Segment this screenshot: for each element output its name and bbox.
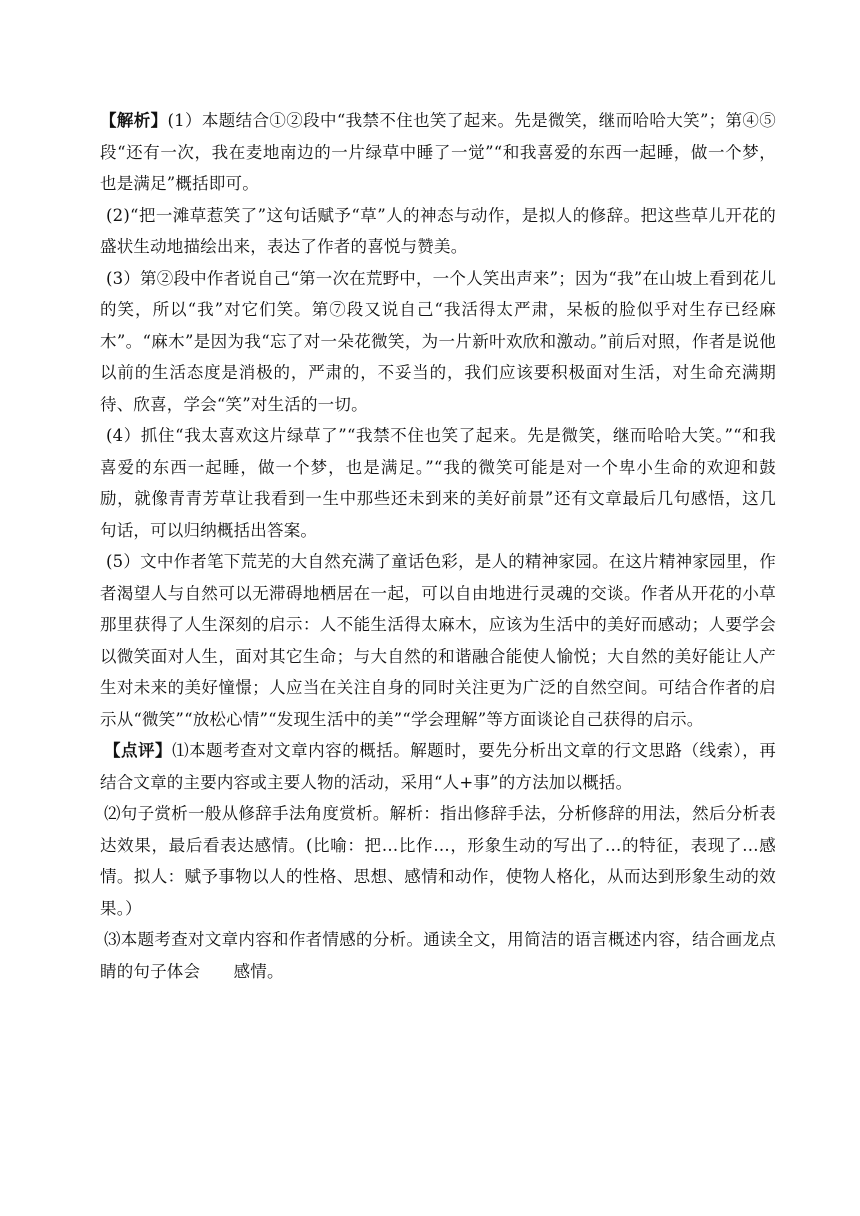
analysis-paragraph-2: (2)“把一滩草惹笑了”这句话赋予“草”人的神态与动作，是拟人的修辞。把这些草儿开花的盛状生动地描绘出来，表达了作者的喜悦与赞美。 [100, 205, 776, 256]
analysis-paragraph-3: (3）第②段中作者说自己“第一次在荒野中，一个人笑出声来”；因为“我”在山坡上看到花儿的笑，所以“我”对它们笑。第⑦段又说自己“我活得太严肃，呆板的脸似乎对生存已经麻木”。“麻木”是因为我“忘了对一朵花微笑，为一片新叶欢欣和激动。”前后对照，作者是说他以前的生活态度是消极的，严肃的，不妥当的，我们应该要积极面对生活，对生命充满期待、欣喜，学会“笑”对生活的一切。 [100, 268, 776, 414]
analysis-paragraph-5: (5）文中作者笔下荒芜的大自然充满了童话色彩，是人的精神家园。在这片精神家园里，作者渴望人与自然可以无滞碍地栖居在一起，可以自由地进行灵魂的交谈。作者从开花的小草那里获得了人生深刻的启示：人不能生活得太麻木，应该为生活中的美好而感动；人要学会以微笑面对人生，面对其它生命；与大自然的和谐融合能使人愉悦；大自然的美好能让人产生对未来的美好憧憬；人应当在关注自身的同时关注更为广泛的自然空间。可结合作者的启示从“微笑”“放松心情”“发现生活中的美”“学会理解”等方面谈论自己获得的启示。 [100, 552, 776, 729]
analysis-label: 【解析】 [100, 111, 168, 130]
comment-label: 【点评】 [104, 741, 173, 760]
comment-paragraph-3: ⑶本题考查对文章内容和作者情感的分析。通读全文，用简洁的语言概述内容，结合画龙点睛的句子体会 感情。 [100, 930, 776, 981]
analysis-paragraph-4: (4）抓住“我太喜欢这片绿草了”“我禁不住也笑了起来。先是微笑，继而哈哈大笑。”“和我喜爱的东西一起睡，做一个梦，也是满足。”“我的微笑可能是对一个卑小生命的欢迎和鼓励，就像青青芳草让我看到一生中那些还未到来的美好前景”还有文章最后几句感悟，这几句话，可以归纳概括出答案。 [100, 426, 776, 540]
comment-paragraph-2: ⑵句子赏析一般从修辞手法角度赏析。解析：指出修辞手法，分析修辞的用法，然后分析表达效果，最后看表达感情。(比喻：把…比作…，形象生动的写出了…的特征，表现了…感情。拟人：赋予事物以人的性格、思想、感情和动作，使物人格化，从而达到形象生动的效果。） [100, 804, 776, 918]
analysis-paragraph-1 [100, 105, 776, 200]
comment-paragraph-1 [100, 735, 776, 798]
comment-text-1: ⑴本题考查对文章内容的概括。解题时，要先分析出文章的行文思路（线索），再结合文章的主要内容或主要人物的活动，采用“人+事”的方法加以概括。 [100, 741, 776, 792]
analysis-text-1: (1）本题结合①②段中“我禁不住也笑了起来。先是微笑，继而哈哈大笑”；第④⑤段“还有一次，我在麦地南边的一片绿草中睡了一觉”“和我喜爱的东西一起睡，做一个梦，也是满足”概括即可。 [100, 111, 776, 193]
document-content [100, 105, 776, 987]
